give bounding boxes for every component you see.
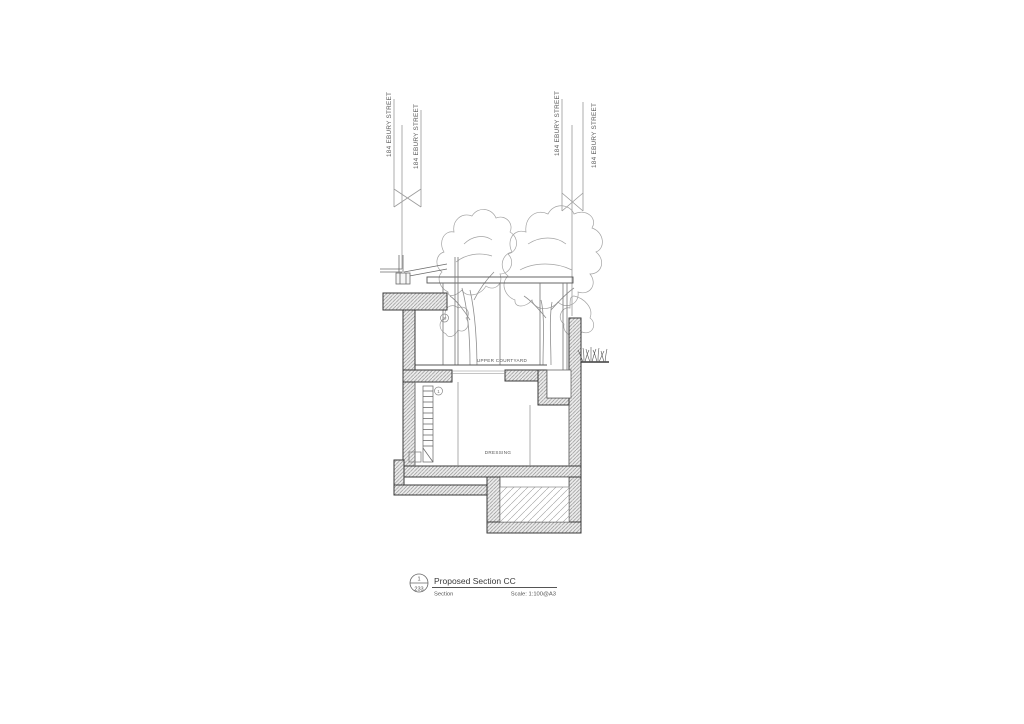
stair-ladder [423, 386, 433, 462]
annotation-bubbles [435, 314, 449, 395]
pit-bottom-slab [487, 522, 581, 533]
grid-marker-right [562, 99, 583, 316]
pit-hatch-fill [500, 487, 569, 522]
grid-label-left-outer: 184 EBURY STREET [386, 91, 393, 157]
mid-slab-left [403, 370, 452, 382]
titleblock-subtitle: Section [434, 591, 454, 598]
grid-label-right-inner: 184 EBURY STREET [554, 90, 561, 156]
grid-label-left-inner: 184 EBURY STREET [413, 103, 420, 169]
grass-tufts [578, 347, 607, 362]
left-wall [403, 310, 415, 466]
courtyard-mullions [443, 257, 567, 370]
parapet [383, 293, 447, 310]
titleblock-scale: Scale: 1:100@A3 [510, 591, 556, 598]
titleblock-sheet-number: 233 [414, 586, 424, 593]
titleblock-detail-number: 1 [417, 576, 421, 583]
dressing-floor-slab [403, 466, 581, 477]
tree-canopies [437, 206, 602, 337]
room-label-dressing: DRESSING [484, 450, 512, 455]
grid-label-right-outer: 184 EBURY STREET [591, 102, 598, 168]
titleblock-title: Proposed Section CC [434, 576, 516, 586]
courtyard-beam [427, 277, 573, 283]
foundation-bottom-slab [394, 485, 487, 495]
step-void [547, 370, 571, 398]
titleblock [410, 574, 557, 598]
tree-trunks [450, 272, 574, 365]
bubble-upper-label: 3 [443, 315, 446, 321]
bubble-lower-label: 1 [437, 388, 440, 394]
mid-slab-right [505, 370, 538, 381]
room-label-upper-courtyard: UPPER COURTYARD [476, 358, 528, 363]
slab-opening [452, 371, 505, 374]
